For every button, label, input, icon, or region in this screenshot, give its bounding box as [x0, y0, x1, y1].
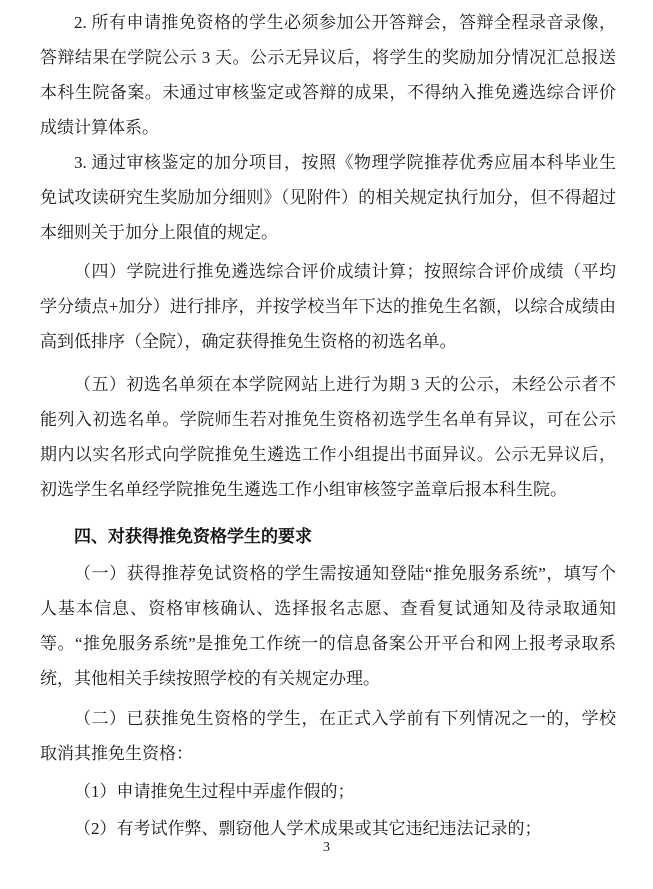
page-number: 3 — [323, 840, 330, 855]
paragraph-defense-rule: 2. 所有申请推免资格的学生必须参加公开答辩会，答辩全程录音录像，答辩结果在学院公示 3 天。公示无异议后，将学生的奖励加分情况汇总报送本科生院备案。未通过审核鉴定或答辩的成果，不得纳入推免遴选综合评价成绩计算体系。 — [40, 13, 616, 137]
paragraph-item-1: （1）申请推免生过程中弄虚作假的； — [74, 782, 355, 801]
paragraph-service-system: （一）获得推荐免试资格的学生需按通知登陆“推免服务系统”，填写个人基本信息、资格审核确认、选择报名志愿、查看复试通知及待录取通知等。“推免服务系统”是推免工作统一的信息备案公开平台和网上报考录取系统，其他相关手续按照学校的有关规定办理。 — [40, 564, 616, 688]
document-content — [40, 5, 616, 846]
section-heading-requirements: 四、对获得推免资格学生的要求 — [74, 527, 312, 546]
paragraph-bonus-rule: 3. 通过审核鉴定的加分项目，按照《物理学院推荐优秀应届本科毕业生免试攻读研究生奖励加分细则》（见附件）的相关规定执行加分，但不得超过本细则关于加分上限值的规定。 — [40, 153, 616, 242]
paragraph-preliminary-list: （五）初选名单须在本学院网站上进行为期 3 天的公示，未经公示者不能列入初选名单。学院师生若对推免生资格初选学生名单有异议，可在公示期内以实名形式向学院推免生遴选工作小组提出书面异议。公示无异议后，初选学生名单经学院推免生遴选工作小组审核签字盖章后报本科生院。 — [40, 375, 616, 499]
paragraph-item-2: （2）有考试作弊、剽窃他人学术成果或其它违纪违法记录的； — [74, 819, 542, 838]
paragraph-score-calculation: （四）学院进行推免遴选综合评价成绩计算；按照综合评价成绩（平均学分绩点+加分）进行排序，并按学校当年下达的推免生名额，以综合成绩由高到低排序（全院），确定获得推免生资格的初选名单。 — [40, 262, 616, 351]
paragraph-disqualification: （二）已获推免生资格的学生，在正式入学前有下列情况之一的，学校取消其推免生资格： — [40, 709, 616, 763]
